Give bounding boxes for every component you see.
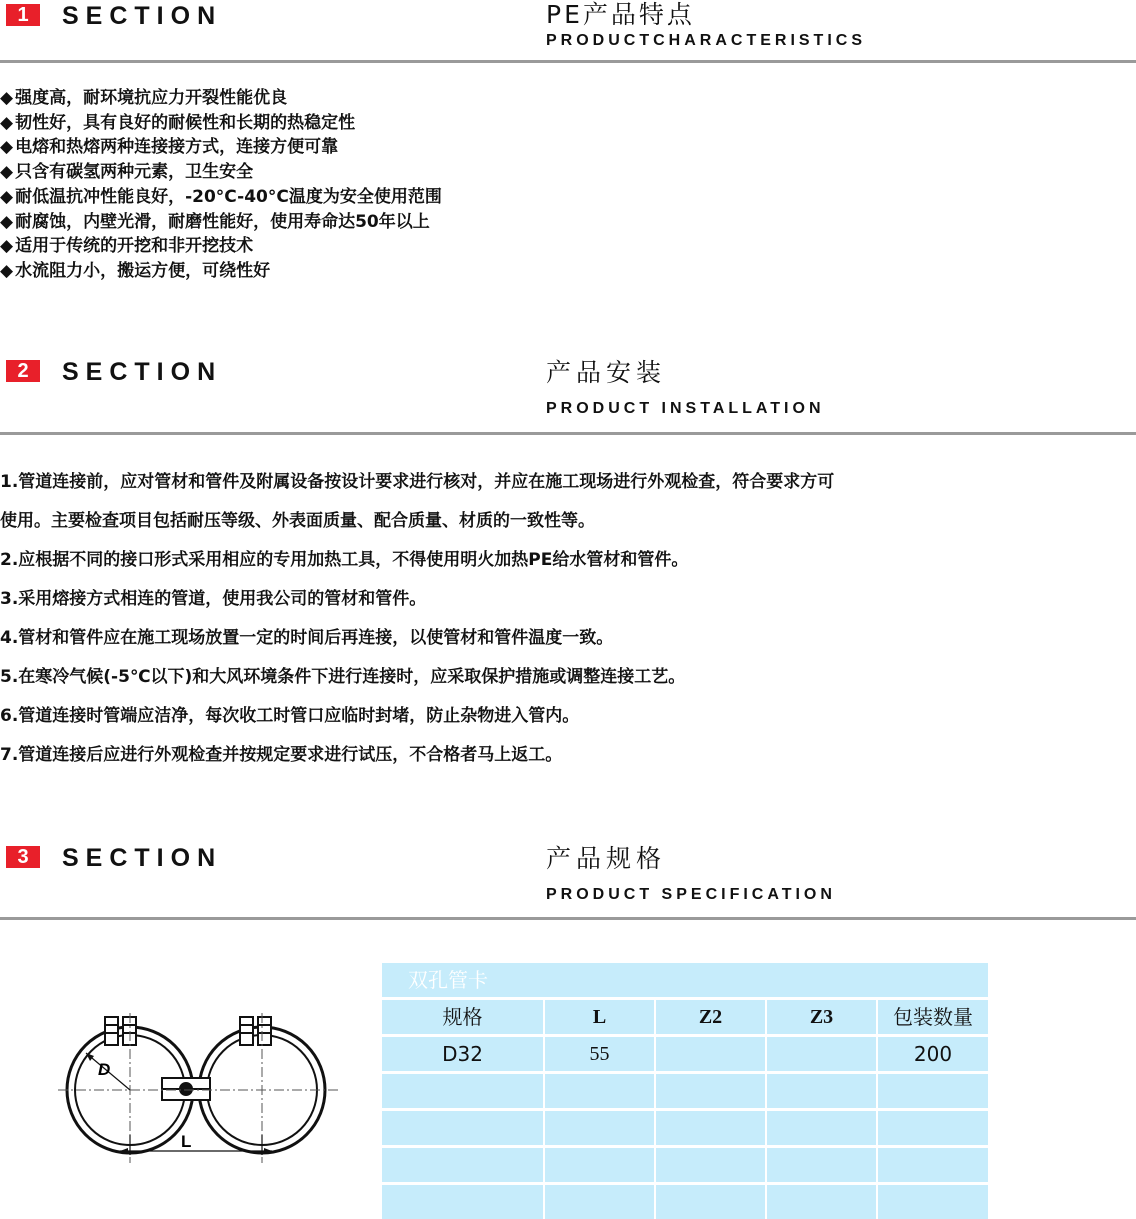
section-3-divider <box>0 917 1136 920</box>
installation-item: 5.在寒冷气候(-5℃以下)和大风环境条件下进行连接时，应采取保护措施或调整连接工艺。 <box>0 667 686 687</box>
installation-item: 1.管道连接前，应对管材和管件及附属设备按设计要求进行核对，并应在施工现场进行外观检查，符合要求方可 <box>0 472 835 492</box>
installation-item: 6.管道连接时管端应洁净，每次收工时管口应临时封堵，防止杂物进入管内。 <box>0 706 580 726</box>
table-cell <box>382 1111 545 1145</box>
feature-item: ◆ 适用于传统的开挖和非开挖技术 <box>0 234 442 259</box>
spec-header-cell: Z3 <box>767 1000 878 1034</box>
diameter-label: D <box>98 1060 111 1079</box>
table-cell: 55 <box>545 1037 656 1071</box>
feature-item: ◆ 耐腐蚀，内壁光滑，耐磨性能好，使用寿命达50年以上 <box>0 210 442 235</box>
section-2-word: SECTION <box>62 358 223 386</box>
table-row <box>382 1074 988 1108</box>
feature-item: ◆ 只含有碳氢两种元素，卫生安全 <box>0 160 442 185</box>
table-cell <box>545 1148 656 1182</box>
section-3-title-en: PRODUCT SPECIFICATION <box>546 886 836 903</box>
table-cell <box>656 1037 767 1071</box>
table-cell: D32 <box>382 1037 545 1071</box>
installation-list <box>0 463 1136 775</box>
table-cell <box>656 1074 767 1108</box>
feature-item: ◆ 韧性好，具有良好的耐候性和长期的热稳定性 <box>0 111 442 136</box>
section-2-divider <box>0 432 1136 435</box>
section-3-word: SECTION <box>62 844 223 872</box>
installation-item: 3.采用熔接方式相连的管道，使用我公司的管材和管件。 <box>0 589 427 609</box>
table-row <box>382 1148 988 1182</box>
table-cell <box>878 1111 988 1145</box>
section-1-number: 1 <box>6 4 40 26</box>
table-cell <box>382 1148 545 1182</box>
table-cell <box>545 1074 656 1108</box>
section-3-title-cn: 产品规格 <box>546 844 667 873</box>
spec-table-header-row <box>382 1000 988 1034</box>
section-2-title-en: PRODUCT INSTALLATION <box>546 400 825 417</box>
table-cell <box>767 1074 878 1108</box>
table-cell <box>382 1074 545 1108</box>
feature-item: ◆ 水流阻力小，搬运方便，可绕性好 <box>0 259 442 284</box>
spec-header-cell: 包装数量 <box>878 1000 988 1034</box>
section-1-title-cn: PE产品特点 <box>546 0 695 29</box>
feature-item: ◆ 耐低温抗冲性能良好，-20°C-40°C温度为安全使用范围 <box>0 185 442 210</box>
installation-item: 使用。主要检查项目包括耐压等级、外表面质量、配合质量、材质的一致性等。 <box>0 511 595 531</box>
spec-header-cell: Z2 <box>656 1000 767 1034</box>
section-2-title-cn: 产品安装 <box>546 358 667 387</box>
feature-list <box>0 86 442 284</box>
section-3-number: 3 <box>6 846 40 868</box>
table-row <box>382 1037 988 1071</box>
table-cell <box>545 1111 656 1145</box>
table-cell <box>767 1148 878 1182</box>
feature-item: ◆ 强度高，耐环境抗应力开裂性能优良 <box>0 86 442 111</box>
section-1-word: SECTION <box>62 2 223 30</box>
installation-item: 4.管材和管件应在施工现场放置一定的时间后再连接，以使管材和管件温度一致。 <box>0 628 614 648</box>
section-1-title-en: PRODUCTCHARACTERISTICS <box>546 32 866 49</box>
table-cell: 200 <box>878 1037 988 1071</box>
installation-item: 2.应根据不同的接口形式采用相应的专用加热工具，不得使用明火加热PE给水管材和管件。 <box>0 550 689 570</box>
section-1-divider <box>0 60 1136 63</box>
length-label: L <box>181 1132 192 1151</box>
section-2-number: 2 <box>6 360 40 382</box>
table-cell <box>878 1148 988 1182</box>
installation-item: 7.管道连接后应进行外观检查并按规定要求进行试压，不合格者马上返工。 <box>0 745 563 765</box>
spec-header-cell: 规格 <box>382 1000 545 1034</box>
table-cell <box>767 1037 878 1071</box>
table-cell <box>656 1111 767 1145</box>
double-pipe-clamp-drawing <box>50 1005 350 1170</box>
spec-table-title: 双孔管卡 <box>382 963 988 997</box>
feature-item: ◆ 电熔和热熔两种连接接方式，连接方便可靠 <box>0 135 442 160</box>
table-cell <box>656 1148 767 1182</box>
spec-table <box>382 963 988 1219</box>
table-cell <box>767 1111 878 1145</box>
table-cell <box>878 1074 988 1108</box>
table-row <box>382 1111 988 1145</box>
spec-header-cell: L <box>545 1000 656 1034</box>
